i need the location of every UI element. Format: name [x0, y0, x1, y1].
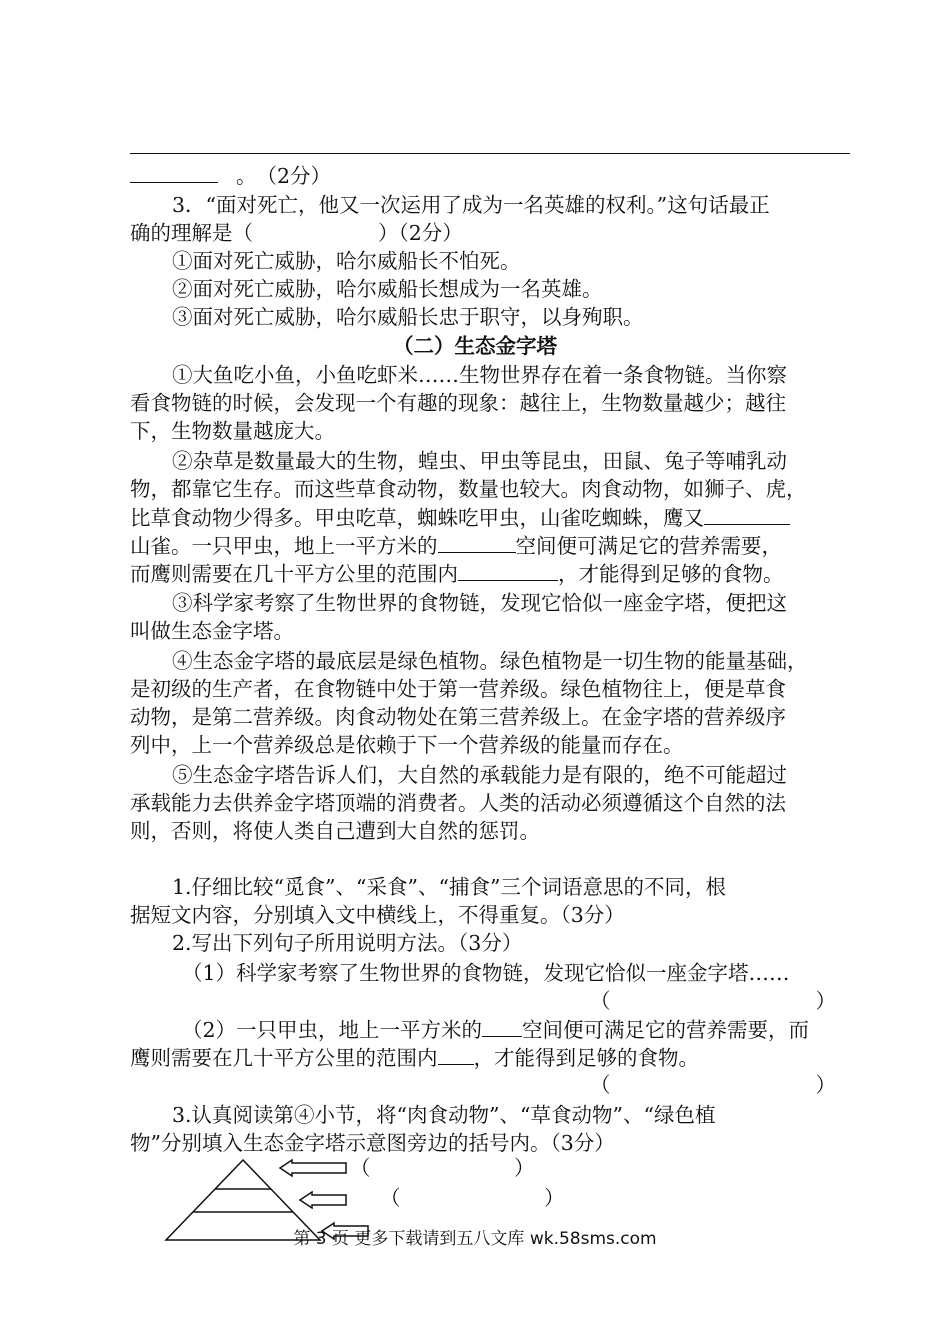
- option-1: ①面对死亡威胁，哈尔威船长不怕死。: [172, 249, 521, 273]
- paragraph-2-line: 山雀。一只甲虫，地上一平方米的 空间便可满足它的营养需要，: [130, 530, 782, 561]
- answer-paren: （ ）: [590, 989, 836, 1013]
- question-2-sub-2-line: 鹰则需要在几十平方公里的范围内 ，才能得到足够的食物。: [130, 1042, 699, 1073]
- paragraph-1-line: 下，生物数量越庞大。: [130, 419, 335, 443]
- paragraph-2-line: 而鹰则需要在几十平方公里的范围内 ，才能得到足够的食物。: [130, 558, 784, 589]
- question-2: 2.写出下列句子所用说明方法。（3分）: [172, 931, 523, 955]
- question-1: 1.仔细比较“觅食”、“采食”、“捕食”三个词语意思的不同，根: [172, 875, 726, 899]
- paragraph-3-line: 叫做生态金字塔。: [130, 619, 294, 643]
- paragraph-4-line: 动物，是第二营养级。肉食动物处在第三营养级上。在金字塔的营养级序: [130, 705, 786, 729]
- paragraph-4-line: 是初级的生产者，在食物链中处于第一营养级。绿色植物往上，便是草食: [130, 677, 786, 701]
- question-1-line: 据短文内容，分别填入文中横线上，不得重复。（3分）: [130, 903, 625, 927]
- arrow-icon: [300, 1192, 346, 1208]
- question-3-stem: 3．“面对死亡，他又一次运用了成为一名英雄的权利。”这句话最正: [172, 193, 770, 217]
- paragraph-5-line: 承载能力去供养金字塔顶端的消费者。人类的活动必须遵循这个自然的法: [130, 791, 786, 815]
- paragraph-5: ⑤生态金字塔告诉人们，大自然的承载能力是有限的，绝不可能超过: [172, 763, 787, 787]
- paragraph-2-line: 物，都靠它生存。而这些草食动物，数量也较大。肉食动物，如狮子、虎，: [130, 477, 807, 501]
- pyramid-blank-middle: （ ）: [380, 1186, 565, 1210]
- page-footer: 第 3 页 更多下载请到五八文库 wk.58sms.com: [293, 1229, 657, 1249]
- question-2-sub-2: （2）一只甲虫，地上一平方米的 空间便可满足它的营养需要，而: [182, 1014, 809, 1045]
- paragraph-1-line: 看食物链的时候，会发现一个有趣的现象：越往上，生物数量越少；越往: [130, 391, 786, 415]
- answer-paren: （ ）: [590, 1073, 836, 1097]
- arrow-icon: [280, 1160, 346, 1176]
- option-3: ③面对死亡威胁，哈尔威船长忠于职守，以身殉职。: [172, 305, 644, 329]
- paragraph-3: ③科学家考察了生物世界的食物链，发现它恰似一座金字塔，便把这: [172, 591, 787, 615]
- answer-line-tail: 。 （2分）: [130, 160, 331, 191]
- paragraph-2-line: 比草食动物少得多。甲虫吃草，蜘蛛吃甲虫，山雀吃蜘蛛，鹰又: [130, 502, 790, 533]
- question-3: 3.认真阅读第④小节，将“肉食动物”、“草食动物”、“绿色植: [172, 1103, 716, 1127]
- pyramid-blank-top: （ ）: [350, 1156, 535, 1180]
- paragraph-1: ①大鱼吃小鱼，小鱼吃虾米……生物世界存在着一条食物链。当你察: [172, 363, 787, 387]
- option-2: ②面对死亡威胁，哈尔威船长想成为一名英雄。: [172, 277, 603, 301]
- paragraph-2: ②杂草是数量最大的生物，蝗虫、甲虫等昆虫，田鼠、兔子等哺乳动: [172, 449, 787, 473]
- question-3-line: 物”分别填入生态金字塔示意图旁边的括号内。（3分）: [130, 1131, 615, 1155]
- paragraph-4: ④生态金字塔的最底层是绿色植物。绿色植物是一切生物的能量基础，: [172, 649, 808, 673]
- question-3-stem-line2: 确的理解是（ ）（2分）: [130, 221, 463, 245]
- paragraph-4-line: 列中，上一个营养级总是依赖于下一个营养级的能量而存在。: [130, 733, 684, 757]
- question-2-sub-1: （1）科学家考察了生物世界的食物链，发现它恰似一座金字塔……: [182, 961, 790, 985]
- article-title: （二）生态金字塔: [393, 334, 557, 358]
- paragraph-5-line: 则，否则，将使人类自己遭到大自然的惩罚。: [130, 819, 540, 843]
